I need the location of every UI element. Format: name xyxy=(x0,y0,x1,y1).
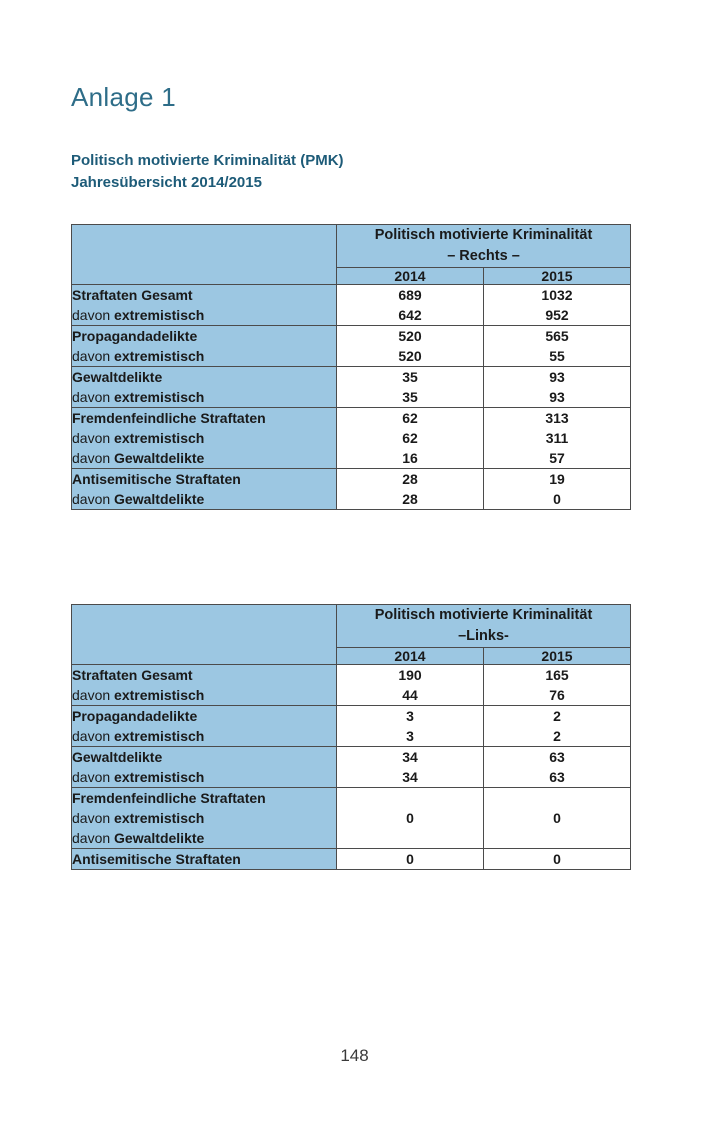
row-value-cell xyxy=(484,285,631,326)
value: 952 xyxy=(545,307,569,323)
value: 3 xyxy=(406,708,414,724)
table-row xyxy=(72,408,631,469)
value: 35 xyxy=(402,389,418,405)
row-label xyxy=(72,469,337,510)
value: 642 xyxy=(398,307,422,323)
value: 2 xyxy=(553,708,561,724)
row-value-cell xyxy=(484,747,631,788)
table-row xyxy=(72,367,631,408)
header-blank-cell xyxy=(72,605,337,665)
row-value-cell xyxy=(337,367,484,408)
row-label-line: Straftaten Gesamt xyxy=(72,667,193,683)
row-label-line: davon extremistisch xyxy=(72,307,205,323)
value: 63 xyxy=(549,769,565,785)
column-header-year: 2015 xyxy=(484,268,631,285)
row-label-line: davon extremistisch xyxy=(72,389,205,405)
table-header-row xyxy=(72,605,631,648)
value: 57 xyxy=(549,450,565,466)
value: 2 xyxy=(553,728,561,744)
row-value-cell xyxy=(337,665,484,706)
value: 19 xyxy=(549,471,565,487)
table-row xyxy=(72,849,631,870)
page-title: Anlage 1 xyxy=(71,82,177,112)
row-value-cell xyxy=(484,469,631,510)
row-label-line: Gewaltdelikte xyxy=(72,369,163,385)
table-header-title-line-1: Politisch motivierte Kriminalität xyxy=(374,607,593,623)
table-pmk-links xyxy=(71,604,631,870)
value: 520 xyxy=(398,348,422,364)
value: 520 xyxy=(398,328,422,344)
value: 16 xyxy=(402,450,418,466)
row-label-line: Antisemitische Straftaten xyxy=(72,471,241,487)
value: 76 xyxy=(549,687,565,703)
header-blank-cell xyxy=(72,225,337,285)
row-value-cell xyxy=(484,788,631,849)
table-row xyxy=(72,706,631,747)
row-label-line: Gewaltdelikte xyxy=(72,749,163,765)
value: 689 xyxy=(398,287,422,303)
row-label-line: davon Gewaltdelikte xyxy=(72,830,205,846)
table-header-title-line-1: Politisch motivierte Kriminalität xyxy=(374,227,593,243)
table-row xyxy=(72,469,631,510)
row-label-line: davon extremistisch xyxy=(72,769,205,785)
row-value-cell xyxy=(484,849,631,870)
value: 34 xyxy=(402,769,418,785)
row-value-cell xyxy=(484,665,631,706)
value: 0 xyxy=(406,851,414,867)
row-label-line: davon extremistisch xyxy=(72,430,205,446)
row-value-cell xyxy=(484,706,631,747)
row-label-line: Propagandadelikte xyxy=(72,328,198,344)
table-header-title-line-2: – Rechts – xyxy=(447,248,520,264)
value: 0 xyxy=(553,810,561,826)
row-label-line: Straftaten Gesamt xyxy=(72,287,193,303)
row-label xyxy=(72,285,337,326)
row-label xyxy=(72,706,337,747)
value: 35 xyxy=(402,369,418,385)
value-spacer xyxy=(484,828,630,848)
value: 1032 xyxy=(541,287,573,303)
page-number: 148 xyxy=(340,1046,369,1065)
row-label xyxy=(72,747,337,788)
row-value-cell xyxy=(484,408,631,469)
value: 0 xyxy=(553,491,561,507)
value: 0 xyxy=(553,851,561,867)
row-label-line: davon extremistisch xyxy=(72,687,205,703)
table-header-title-line-2: –Links- xyxy=(458,628,509,644)
table-header-title xyxy=(337,605,631,648)
table-header-title xyxy=(337,225,631,268)
table-row xyxy=(72,788,631,849)
row-label-line: davon Gewaltdelikte xyxy=(72,491,205,507)
subtitle-line-2: Jahresübersicht 2014/2015 xyxy=(71,174,262,191)
table-row xyxy=(72,285,631,326)
value: 0 xyxy=(406,810,414,826)
value: 93 xyxy=(549,389,565,405)
row-value-cell xyxy=(337,408,484,469)
row-label xyxy=(72,367,337,408)
value-spacer xyxy=(337,828,483,848)
column-header-year: 2014 xyxy=(337,648,484,665)
row-label xyxy=(72,408,337,469)
row-label-line: Fremdenfeindliche Straftaten xyxy=(72,790,266,806)
value: 63 xyxy=(549,749,565,765)
row-label-line: davon extremistisch xyxy=(72,348,205,364)
row-label xyxy=(72,849,337,870)
row-value-cell xyxy=(337,326,484,367)
row-value-cell xyxy=(337,469,484,510)
row-value-cell xyxy=(484,367,631,408)
value: 28 xyxy=(402,471,418,487)
value: 3 xyxy=(406,728,414,744)
value: 55 xyxy=(549,348,565,364)
value: 313 xyxy=(545,410,569,426)
row-label-line: davon Gewaltdelikte xyxy=(72,450,205,466)
row-value-cell xyxy=(337,788,484,849)
value: 62 xyxy=(402,430,418,446)
row-label xyxy=(72,665,337,706)
column-header-year: 2015 xyxy=(484,648,631,665)
row-value-cell xyxy=(337,747,484,788)
value: 565 xyxy=(545,328,569,344)
row-label-line: Propagandadelikte xyxy=(72,708,198,724)
row-label-line: Antisemitische Straftaten xyxy=(72,851,241,867)
table-header-row xyxy=(72,225,631,268)
table-row xyxy=(72,747,631,788)
table-row xyxy=(72,326,631,367)
row-value-cell xyxy=(337,706,484,747)
table-row xyxy=(72,665,631,706)
value-spacer xyxy=(337,788,483,808)
value: 190 xyxy=(398,667,422,683)
value: 34 xyxy=(402,749,418,765)
document-subtitle xyxy=(71,150,344,194)
column-header-year: 2014 xyxy=(337,268,484,285)
value: 44 xyxy=(402,687,418,703)
row-label-line: davon extremistisch xyxy=(72,728,205,744)
value: 62 xyxy=(402,410,418,426)
row-value-cell xyxy=(484,326,631,367)
subtitle-line-1: Politisch motivierte Kriminalität (PMK) xyxy=(71,152,344,169)
row-label xyxy=(72,788,337,849)
row-label-line: davon extremistisch xyxy=(72,810,205,826)
row-value-cell xyxy=(337,285,484,326)
value: 165 xyxy=(545,667,569,683)
row-label-line: Fremdenfeindliche Straftaten xyxy=(72,410,266,426)
value: 311 xyxy=(545,430,569,446)
table-pmk-rechts xyxy=(71,224,631,510)
value: 93 xyxy=(549,369,565,385)
row-label xyxy=(72,326,337,367)
row-value-cell xyxy=(337,849,484,870)
value: 28 xyxy=(402,491,418,507)
value-spacer xyxy=(484,788,630,808)
